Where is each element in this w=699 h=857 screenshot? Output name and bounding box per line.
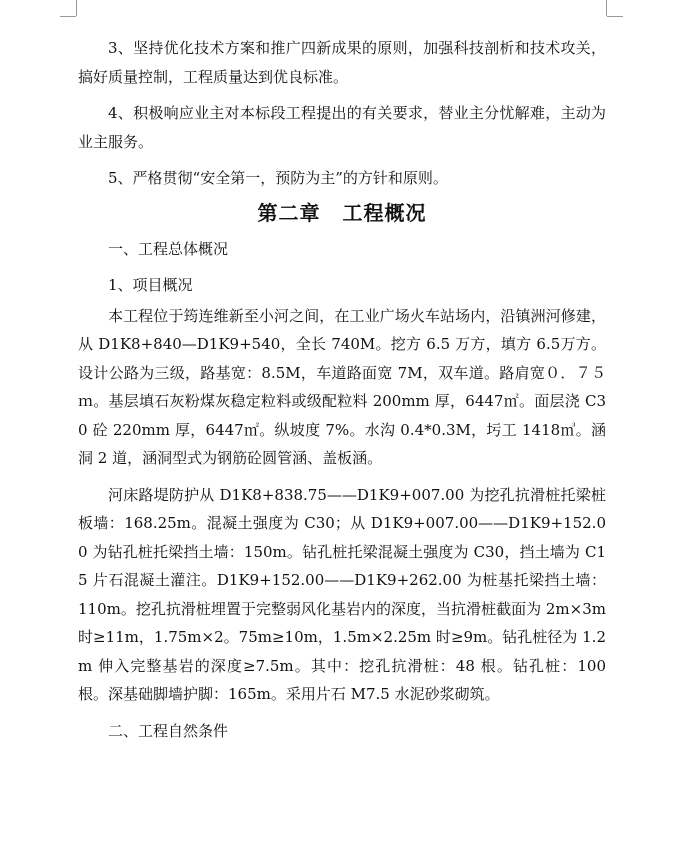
principle-item-5: 5、严格贯彻“安全第一，预防为主”的方针和原则。	[108, 169, 448, 187]
embankment-protection-paragraph: 河床路堤防护从 D1K8+838.75——D1K9+007.00 为挖孔抗滑桩托梁桩板墙：168.25m。混凝土强度为 C30；从 D1K9+007.00——D1K9+152.00 为钻孔桩托梁挡土墙：150m。钻孔桩托梁混凝土强度为 C30，挡土墙为 C15 片石混凝土灌注。D1K9+152.00——D1K9+262.00 为桩基托梁挡土墙：110m。挖孔抗滑桩埋置于完整弱风化基岩内的深度，当抗滑桩截面为 2m×3m 时≥11m，1.75m×2。75m≥10m，1.5m×2.25m 时≥9m。钻孔桩径为 1.2m 伸入完整基岩的深度≥7.5m。其中：挖孔抗滑桩：48 根。钻孔桩：100 根。深基础脚墙护脚：165m。采用片石 M7.5 水泥砂浆砌筑。	[78, 485, 606, 703]
document-body	[78, 34, 606, 753]
principle-item-3: 3、坚持优化技术方案和推广四新成果的原则，加强科技剖析和技术攻关，搞好质量控制，工程质量达到优良标准。	[78, 39, 606, 86]
principle-item-4: 4、积极响应业主对本标段工程提出的有关要求，替业主分忧解难，主动为业主服务。	[78, 104, 606, 151]
chapter-number: 第二章	[257, 200, 321, 225]
chapter-name: 工程概况	[342, 200, 427, 225]
chapter-title	[78, 195, 606, 231]
crop-mark-top-left	[60, 16, 76, 17]
section-heading-overview: 一、工程总体概况	[108, 239, 229, 258]
section-heading-natural-conditions: 二、工程自然条件	[108, 721, 229, 740]
crop-mark-top-left	[76, 0, 77, 16]
crop-mark-top-right	[607, 16, 623, 17]
project-description-paragraph: 本工程位于筠连维新至小河之间，在工业广场火车站场内，沿镇洲河修建，从 D1K8+840—D1K9+540，全长 740M。挖方 6.5 万方，填方 6.5万方。设计公路为三级，路基宽：8.5M，车道路面宽 7M，双车道。路肩宽０．７５ｍ。基层填石灰粉煤灰稳定粒料或级配粒料 200mm 厚，6447㎡。面层浇 C30 砼 220mm 厚，6447㎡。纵坡度 7%。水沟 0.4*0.3M，圬工 1418㎥。涵洞 2 道，涵洞型式为钢筋砼圆管涵、盖板涵。	[78, 306, 606, 467]
subsection-heading-project: 1、项目概况	[108, 276, 193, 294]
crop-mark-top-right	[606, 0, 607, 16]
